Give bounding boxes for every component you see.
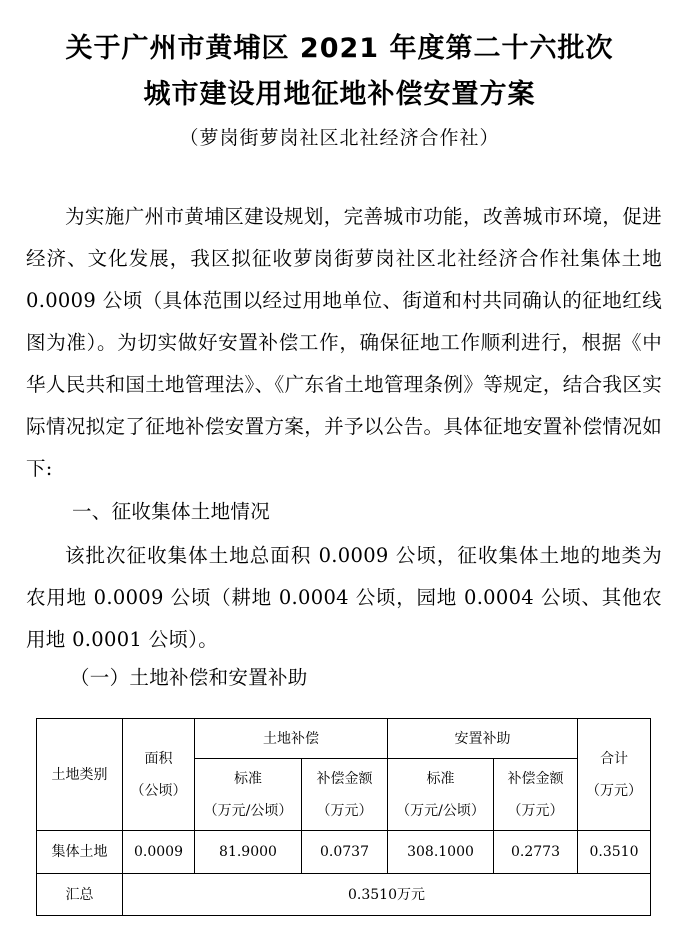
section-heading-1: 一、征收集体土地情况 [72,500,271,523]
cell-land-standard: 81.9000 [195,831,302,874]
header-land-amount: 补偿金额 （万元） [302,759,388,831]
header-resettle-amount: 补偿金额 （万元） [494,759,578,831]
header-area [123,719,195,831]
header-total-label: 合计 [600,750,628,767]
header-land-compensation: 土地补偿 [195,719,388,759]
table-header-row-1 [37,719,651,759]
header-area-label: 面积 [144,750,173,767]
intro-paragraph: 为实施广州市黄埔区建设规划，完善城市功能，改善城市环境，促进经济、文化发展，我区拟征收萝岗街萝岗社区北社经济合作社集体土地 0.0009 公顷（具体范围以经过用地单位、街道和村共同确认的征地红线图为准）。为切实做好安置补偿工作，确保征地工作顺利进行，根据《中华人民共和国土地管理法》、《广东省土地管理条例》等规定，结合我区实际情况拟定了征地补偿安置方案，并予以公告。具体征地安置补偿情况如下: [26,205,662,480]
title-line-1: 关于广州市黄埔区 2021 年度第二十六批次 [65,33,614,64]
summary-value: 0.3510万元 [123,874,651,916]
cell-resettle-standard: 308.1000 [388,831,494,874]
document-subtitle: （萝岗街萝岗社区北社经济合作社） [179,127,500,149]
header-area-unit: （公顷） [130,782,187,799]
title-line-2: 城市建设用地征地补偿安置方案 [143,79,536,110]
header-total-unit: （万元） [586,782,642,799]
cell-resettle-amount: 0.2773 [494,831,578,874]
cell-area: 0.0009 [123,831,195,874]
header-total [578,719,651,831]
section-heading-2: （一）土地补偿和安置补助 [70,666,308,689]
land-area-paragraph: 该批次征收集体土地总面积 0.0009 公顷，征收集体土地的地类为农用地 0.0009 公顷（耕地 0.0004 公顷，园地 0.0004 公顷、其他农用地 0.0001 公顷）。 [26,544,662,651]
header-resettlement-subsidy: 安置补助 [388,719,578,759]
cell-total: 0.3510 [578,831,651,874]
compensation-table [36,718,651,916]
summary-label: 汇总 [37,874,123,916]
table-row [37,831,651,874]
header-resettle-standard: 标准 （万元/公顷） [388,759,494,831]
cell-land-amount: 0.0737 [302,831,388,874]
cell-land-type: 集体土地 [37,831,123,874]
header-land-standard: 标准 （万元/公顷） [195,759,302,831]
table-summary-row [37,874,651,916]
header-land-type: 土地类别 [37,719,123,831]
